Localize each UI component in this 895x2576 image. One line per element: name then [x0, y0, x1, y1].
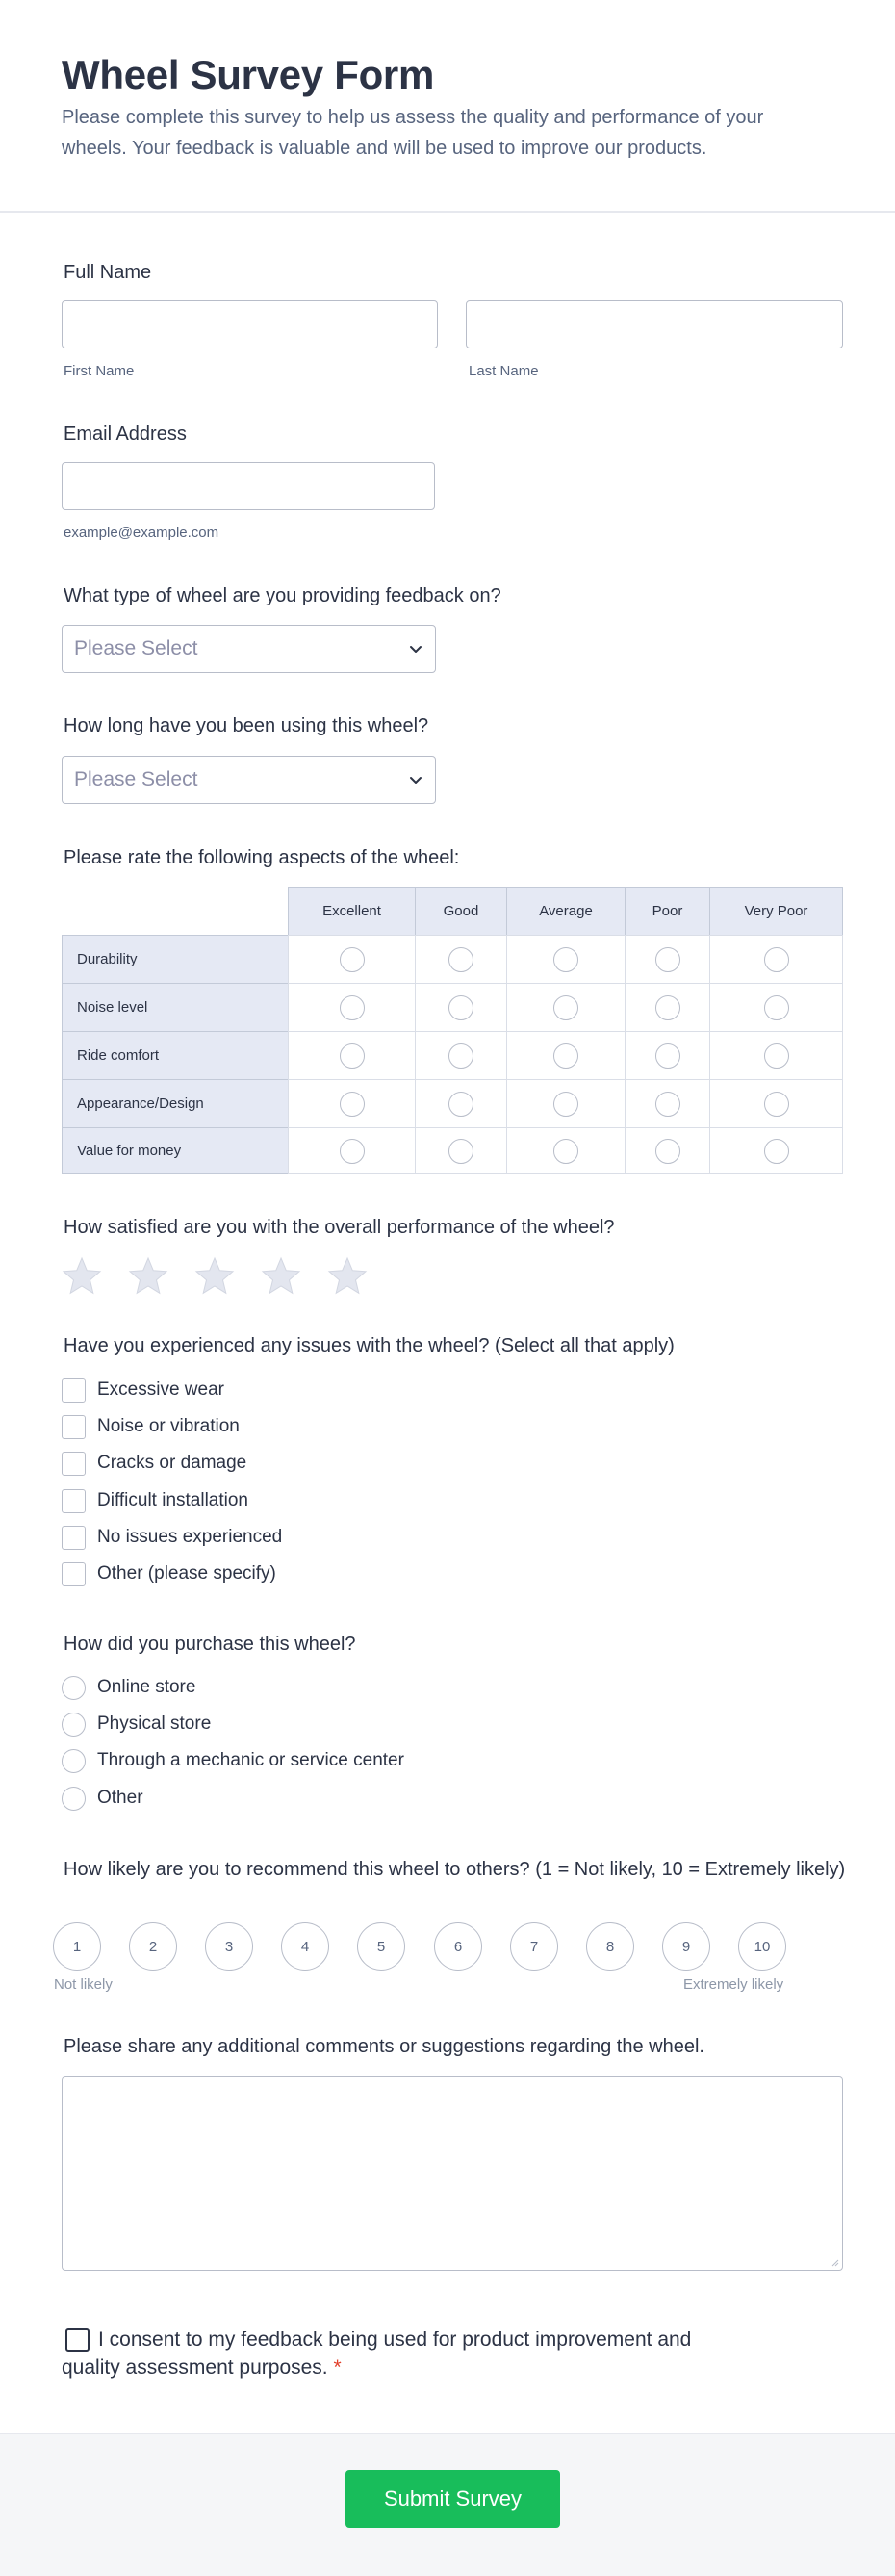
- matrix-cell: [709, 983, 843, 1032]
- matrix-radio[interactable]: [764, 947, 789, 972]
- matrix-radio[interactable]: [448, 1092, 473, 1117]
- wheel-type-select[interactable]: [62, 625, 436, 673]
- matrix-radio[interactable]: [655, 1043, 680, 1069]
- required-asterisk: *: [333, 2357, 342, 2379]
- scale-option-9[interactable]: 9: [662, 1922, 710, 1971]
- matrix-radio[interactable]: [448, 947, 473, 972]
- rating-matrix: [62, 887, 843, 1174]
- matrix-cell: [625, 1127, 710, 1174]
- scale-high-label: Extremely likely: [683, 1976, 784, 1993]
- purchase-option[interactable]: [62, 1784, 143, 1813]
- issue-option[interactable]: [62, 1449, 246, 1478]
- matrix-cell: [288, 1031, 416, 1080]
- matrix-cell: [288, 983, 416, 1032]
- matrix-radio[interactable]: [448, 1139, 473, 1164]
- usage-duration-label: How long have you been using this wheel?: [64, 715, 429, 736]
- satisfaction-label: How satisfied are you with the overall performance of the wheel?: [64, 1217, 615, 1238]
- matrix-cell: [625, 1031, 710, 1080]
- matrix-radio[interactable]: [448, 1043, 473, 1069]
- matrix-column-header: Very Poor: [709, 887, 843, 936]
- matrix-radio[interactable]: [448, 995, 473, 1020]
- scale-option-1[interactable]: 1: [53, 1922, 101, 1971]
- resize-handle-icon[interactable]: [830, 2257, 839, 2267]
- star-icon[interactable]: [127, 1255, 169, 1298]
- matrix-radio[interactable]: [340, 1092, 365, 1117]
- purchase-label: How did you purchase this wheel?: [64, 1634, 356, 1655]
- consent-text: I consent to my feedback being used for product improvement and quality assessment purposes.: [62, 2329, 692, 2379]
- matrix-cell: [625, 1079, 710, 1128]
- matrix-cell: [709, 1127, 843, 1174]
- form-header: [0, 0, 895, 213]
- scale-option-5[interactable]: 5: [357, 1922, 405, 1971]
- comments-label: Please share any additional comments or suggestions regarding the wheel.: [64, 2036, 704, 2057]
- email-label: Email Address: [64, 424, 187, 445]
- matrix-cell: [415, 1031, 507, 1080]
- scale-option-6[interactable]: 6: [434, 1922, 482, 1971]
- checkbox[interactable]: [62, 1526, 86, 1550]
- issue-option[interactable]: [62, 1486, 248, 1515]
- matrix-radio[interactable]: [655, 1139, 680, 1164]
- chevron-down-icon: [406, 639, 425, 658]
- radio-button[interactable]: [62, 1676, 86, 1700]
- email-input[interactable]: [62, 462, 435, 510]
- matrix-cell: [415, 935, 507, 984]
- scale-low-label: Not likely: [54, 1976, 113, 1993]
- scale-option-3[interactable]: 3: [205, 1922, 253, 1971]
- matrix-radio[interactable]: [655, 1092, 680, 1117]
- matrix-cell: [709, 935, 843, 984]
- email-sublabel: example@example.com: [64, 525, 219, 541]
- matrix-cell: [506, 983, 626, 1032]
- matrix-cell: [506, 1079, 626, 1128]
- first-name-input[interactable]: [62, 300, 438, 348]
- matrix-radio[interactable]: [553, 1092, 578, 1117]
- matrix-cell: [415, 1079, 507, 1128]
- matrix-cell: [288, 1079, 416, 1128]
- rating-matrix-label: Please rate the following aspects of the wheel:: [64, 847, 460, 868]
- star-icon[interactable]: [193, 1255, 236, 1298]
- checkbox[interactable]: [62, 1452, 86, 1476]
- matrix-radio[interactable]: [655, 995, 680, 1020]
- matrix-cell: [288, 1127, 416, 1174]
- matrix-column-header: Good: [415, 887, 507, 936]
- matrix-column-header: Poor: [625, 887, 710, 936]
- matrix-row-label: Appearance/Design: [62, 1079, 289, 1128]
- scale-option-10[interactable]: 10: [738, 1922, 786, 1971]
- matrix-cell: [625, 935, 710, 984]
- matrix-cell: [415, 983, 507, 1032]
- issues-label: Have you experienced any issues with the wheel? (Select all that apply): [64, 1335, 675, 1356]
- radio-button[interactable]: [62, 1787, 86, 1811]
- full-name-label: Full Name: [64, 262, 152, 283]
- usage-duration-selected-value: Please Select: [74, 768, 198, 790]
- purchase-option-label: Through a mechanic or service center: [97, 1750, 404, 1770]
- matrix-radio[interactable]: [553, 1139, 578, 1164]
- matrix-radio[interactable]: [340, 995, 365, 1020]
- issue-option-label: Excessive wear: [97, 1379, 224, 1400]
- matrix-radio[interactable]: [340, 1139, 365, 1164]
- issue-option[interactable]: [62, 1412, 240, 1441]
- purchase-option[interactable]: [62, 1673, 195, 1702]
- matrix-radio[interactable]: [764, 1139, 789, 1164]
- scale-option-4[interactable]: 4: [281, 1922, 329, 1971]
- form-description: Please complete this survey to help us assess the quality and performance of your wheels. Your feedback is valuable and will be used to improve our products.: [62, 107, 764, 159]
- matrix-radio[interactable]: [655, 947, 680, 972]
- matrix-radio[interactable]: [553, 995, 578, 1020]
- purchase-option-label: Other: [97, 1788, 143, 1808]
- usage-duration-select[interactable]: [62, 756, 436, 804]
- checkbox[interactable]: [62, 1489, 86, 1513]
- issue-option[interactable]: [62, 1376, 224, 1404]
- first-name-sublabel: First Name: [64, 363, 135, 379]
- issue-option[interactable]: [62, 1523, 282, 1552]
- radio-button[interactable]: [62, 1713, 86, 1737]
- issue-option-label: Difficult installation: [97, 1490, 249, 1510]
- issue-option-label: No issues experienced: [97, 1527, 283, 1547]
- matrix-cell: [506, 935, 626, 984]
- purchase-option[interactable]: [62, 1746, 404, 1775]
- matrix-cell: [288, 935, 416, 984]
- matrix-cell: [506, 1127, 626, 1174]
- wheel-type-label: What type of wheel are you providing feedback on?: [64, 585, 501, 606]
- purchase-option-label: Physical store: [97, 1713, 212, 1734]
- last-name-sublabel: Last Name: [469, 363, 539, 379]
- checkbox[interactable]: [62, 1562, 86, 1586]
- chevron-down-icon: [406, 770, 425, 789]
- wheel-type-selected-value: Please Select: [74, 637, 198, 659]
- star-icon[interactable]: [61, 1255, 103, 1298]
- scale-option-2[interactable]: 2: [129, 1922, 177, 1971]
- matrix-cell: [506, 1031, 626, 1080]
- matrix-column-header: Average: [506, 887, 626, 936]
- form-title: Wheel Survey Form: [62, 52, 435, 97]
- issue-option-label: Cracks or damage: [97, 1453, 247, 1473]
- scale-option-7[interactable]: 7: [510, 1922, 558, 1971]
- matrix-radio[interactable]: [340, 947, 365, 972]
- matrix-radio[interactable]: [764, 1092, 789, 1117]
- submit-button[interactable]: Submit Survey: [345, 2470, 560, 2528]
- checkbox[interactable]: [62, 1415, 86, 1439]
- star-icon[interactable]: [326, 1255, 369, 1298]
- star-icon[interactable]: [260, 1255, 302, 1298]
- matrix-cell: [709, 1079, 843, 1128]
- matrix-row-label: Durability: [62, 935, 289, 984]
- purchase-option-label: Online store: [97, 1677, 196, 1697]
- matrix-cell: [625, 983, 710, 1032]
- last-name-input[interactable]: [466, 300, 843, 348]
- matrix-row-label: Noise level: [62, 983, 289, 1032]
- recommend-label: How likely are you to recommend this wheel to others? (1 = Not likely, 10 = Extremely likely): [64, 1859, 846, 1880]
- matrix-cell: [709, 1031, 843, 1080]
- radio-button[interactable]: [62, 1749, 86, 1773]
- checkbox[interactable]: [62, 1378, 86, 1403]
- scale-option-8[interactable]: 8: [586, 1922, 634, 1971]
- matrix-radio[interactable]: [764, 995, 789, 1020]
- matrix-radio[interactable]: [764, 1043, 789, 1069]
- matrix-radio[interactable]: [340, 1043, 365, 1069]
- matrix-row-label: Value for money: [62, 1127, 289, 1174]
- purchase-option[interactable]: [62, 1710, 211, 1739]
- consent-label: [62, 2326, 735, 2382]
- matrix-cell: [415, 1127, 507, 1174]
- matrix-radio[interactable]: [553, 1043, 578, 1069]
- issue-option-label: Noise or vibration: [97, 1416, 240, 1436]
- comments-textarea[interactable]: [62, 2076, 843, 2271]
- matrix-radio[interactable]: [553, 947, 578, 972]
- issue-option[interactable]: [62, 1559, 276, 1588]
- matrix-row-label: Ride comfort: [62, 1031, 289, 1080]
- matrix-column-header: Excellent: [288, 887, 416, 936]
- issue-option-label: Other (please specify): [97, 1563, 276, 1584]
